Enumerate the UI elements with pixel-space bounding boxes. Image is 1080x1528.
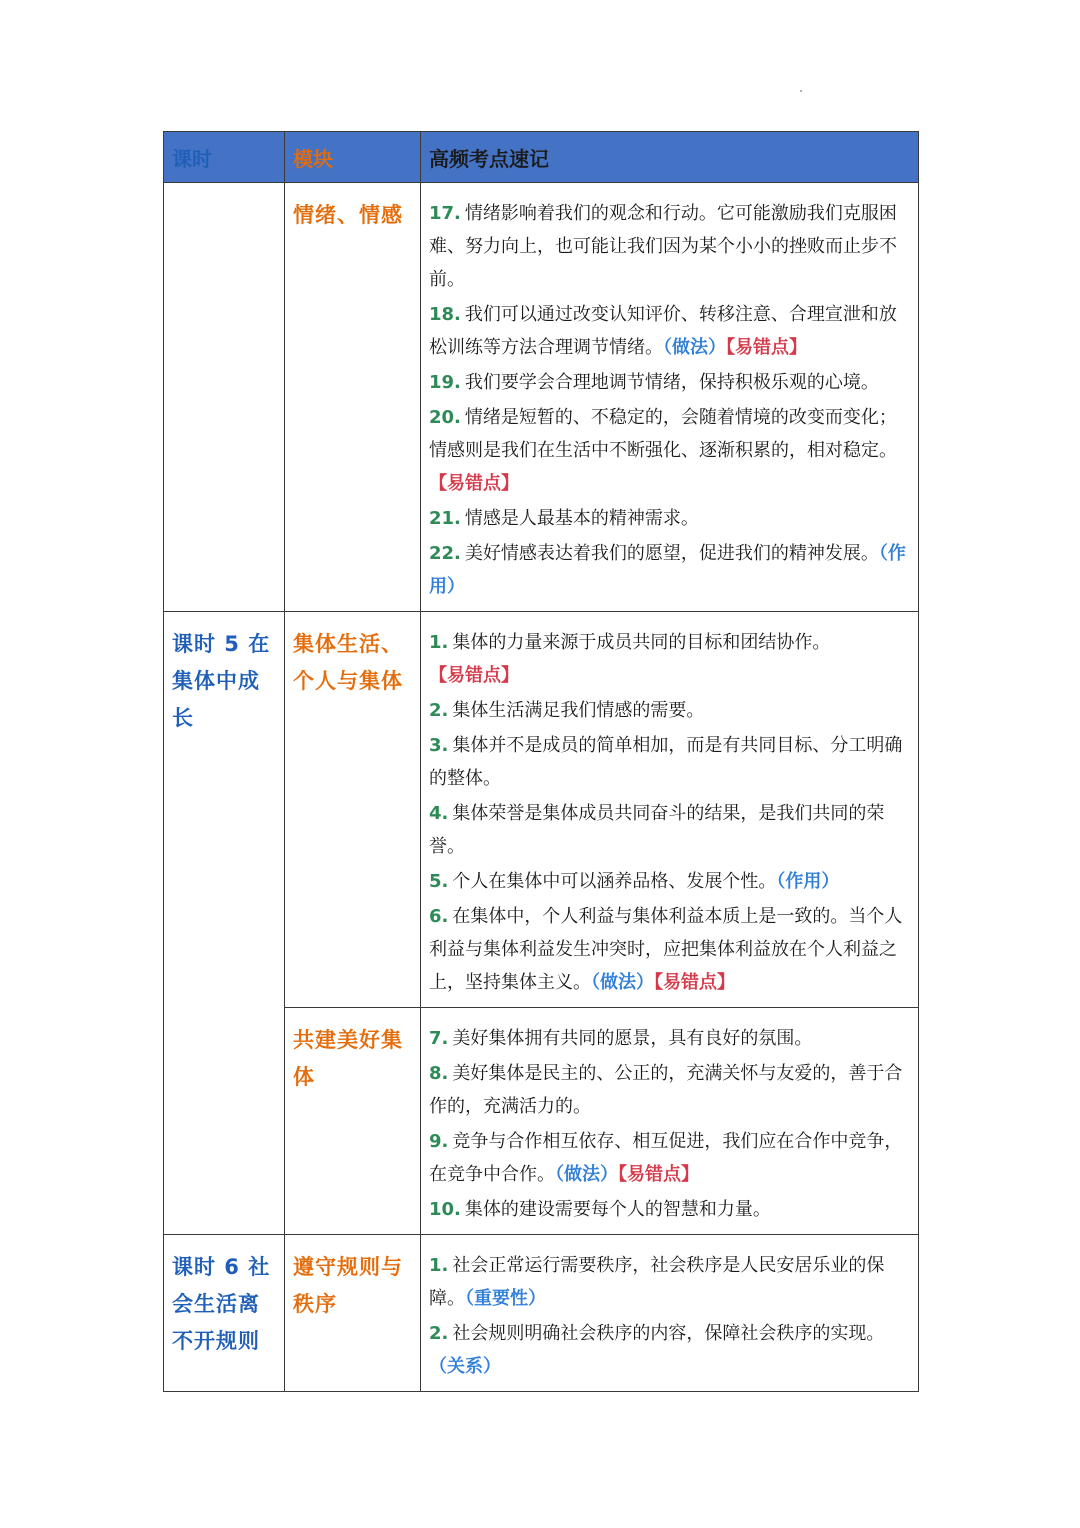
table-row [164, 1235, 919, 1392]
point-number: 2. [429, 700, 449, 721]
error-prone-tag: 【易错点】 [429, 473, 519, 494]
point-text: 集体荣誉是集体成员共同奋斗的结果，是我们共同的荣誉。 [429, 803, 885, 857]
knowledge-point [429, 401, 910, 500]
error-prone-tag: 【易错点】 [618, 1164, 699, 1185]
point-number: 17. [429, 203, 461, 224]
knowledge-point [429, 694, 910, 727]
knowledge-point [429, 1193, 910, 1226]
knowledge-point [429, 1125, 910, 1191]
point-text: 集体生活满足我们情感的需要。 [452, 700, 705, 721]
points-cell [421, 183, 919, 612]
point-text: 美好情感表达着我们的愿望，促进我们的精神发展。 [464, 543, 879, 564]
table-body [164, 183, 919, 1392]
point-text: 美好集体是民主的、公正的，充满关怀与友爱的，善于合作的，充满活力的。 [429, 1063, 903, 1117]
points-cell [421, 612, 919, 1008]
knowledge-point [429, 1249, 910, 1315]
point-number: 20. [429, 407, 461, 428]
knowledge-point [429, 1057, 910, 1123]
points-cell [421, 1235, 919, 1392]
point-number: 22. [429, 543, 461, 564]
knowledge-point [429, 298, 910, 364]
knowledge-point [429, 366, 910, 399]
error-prone-tag: 【易错点】 [726, 337, 807, 358]
table-header-row [164, 132, 919, 183]
point-number: 4. [429, 803, 449, 824]
category-tag: （做法） [663, 337, 726, 358]
header-lesson: 课时 [164, 132, 285, 183]
knowledge-point [429, 1022, 910, 1055]
knowledge-point [429, 865, 910, 898]
stray-dot [800, 90, 802, 92]
point-text: 社会正常运行需要秩序，社会秩序是人民安居乐业的保障。 [429, 1255, 885, 1309]
point-text: 集体的建设需要每个人的智慧和力量。 [464, 1199, 771, 1220]
category-tag: （作用） [776, 871, 840, 892]
table-row [164, 183, 919, 612]
category-tag: （做法） [591, 972, 654, 993]
category-tag: （做法） [555, 1164, 618, 1185]
point-text: 社会规则明确社会秩序的内容，保障社会秩序的实现。 [452, 1323, 885, 1344]
category-tag: （重要性） [465, 1288, 546, 1309]
point-text: 个人在集体中可以涵养品格、发展个性。 [452, 871, 777, 892]
point-text: 情绪是短暂的、不稳定的，会随着情境的改变而变化；情感则是我们在生活中不断强化、逐渐积累的，相对稳定。 [429, 407, 897, 461]
error-prone-tag: 【易错点】 [654, 972, 735, 993]
point-number: 21. [429, 508, 461, 529]
point-number: 3. [429, 735, 449, 756]
point-number: 18. [429, 304, 461, 325]
point-number: 5. [429, 871, 449, 892]
knowledge-point [429, 537, 910, 603]
error-prone-tag: 【易错点】 [429, 665, 519, 686]
knowledge-point [429, 729, 910, 795]
category-tag: （作用） [429, 543, 906, 597]
point-text: 我们要学会合理地调节情绪，保持积极乐观的心境。 [464, 372, 879, 393]
header-points: 高频考点速记 [421, 132, 919, 183]
lesson-cell: 课时 5 在集体中成长 [164, 612, 285, 1235]
lesson-cell: 课时 6 社会生活离不开规则 [164, 1235, 285, 1392]
point-number: 19. [429, 372, 461, 393]
study-notes-table [163, 131, 919, 1392]
module-cell: 遵守规则与秩序 [285, 1235, 421, 1392]
table-row [164, 612, 919, 1008]
point-number: 10. [429, 1199, 461, 1220]
point-number: 1. [429, 632, 449, 653]
module-cell: 集体生活、个人与集体 [285, 612, 421, 1008]
category-tag: （关系） [429, 1356, 501, 1377]
point-text: 在集体中，个人利益与集体利益本质上是一致的。当个人利益与集体利益发生冲突时，应把集体利益放在个人利益之上，坚持集体主义。 [429, 906, 903, 993]
point-number: 6. [429, 906, 449, 927]
point-text: 美好集体拥有共同的愿景，具有良好的氛围。 [452, 1028, 813, 1049]
point-text: 集体并不是成员的简单相加，而是有共同目标、分工明确的整体。 [429, 735, 903, 789]
knowledge-point [429, 900, 910, 999]
module-cell: 共建美好集体 [285, 1008, 421, 1235]
lesson-cell [164, 183, 285, 612]
knowledge-point [429, 797, 910, 863]
point-number: 1. [429, 1255, 449, 1276]
points-cell [421, 1008, 919, 1235]
knowledge-point [429, 197, 910, 296]
point-text: 竞争与合作相互依存、相互促进，我们应在合作中竞争，在竞争中合作。 [429, 1131, 903, 1185]
point-text: 我们可以通过改变认知评价、转移注意、合理宣泄和放松训练等方法合理调节情绪。 [429, 304, 897, 358]
header-module: 模块 [285, 132, 421, 183]
knowledge-point [429, 626, 910, 692]
point-text: 情感是人最基本的精神需求。 [464, 508, 699, 529]
point-text: 情绪影响着我们的观念和行动。它可能激励我们克服困难、努力向上，也可能让我们因为某个小小的挫败而止步不前。 [429, 203, 897, 290]
knowledge-point [429, 1317, 910, 1383]
point-number: 2. [429, 1323, 449, 1344]
point-number: 9. [429, 1131, 449, 1152]
point-number: 7. [429, 1028, 449, 1049]
knowledge-point [429, 502, 910, 535]
point-number: 8. [429, 1063, 449, 1084]
point-text: 集体的力量来源于成员共同的目标和团结协作。 [452, 632, 831, 653]
module-cell: 情绪、情感 [285, 183, 421, 612]
